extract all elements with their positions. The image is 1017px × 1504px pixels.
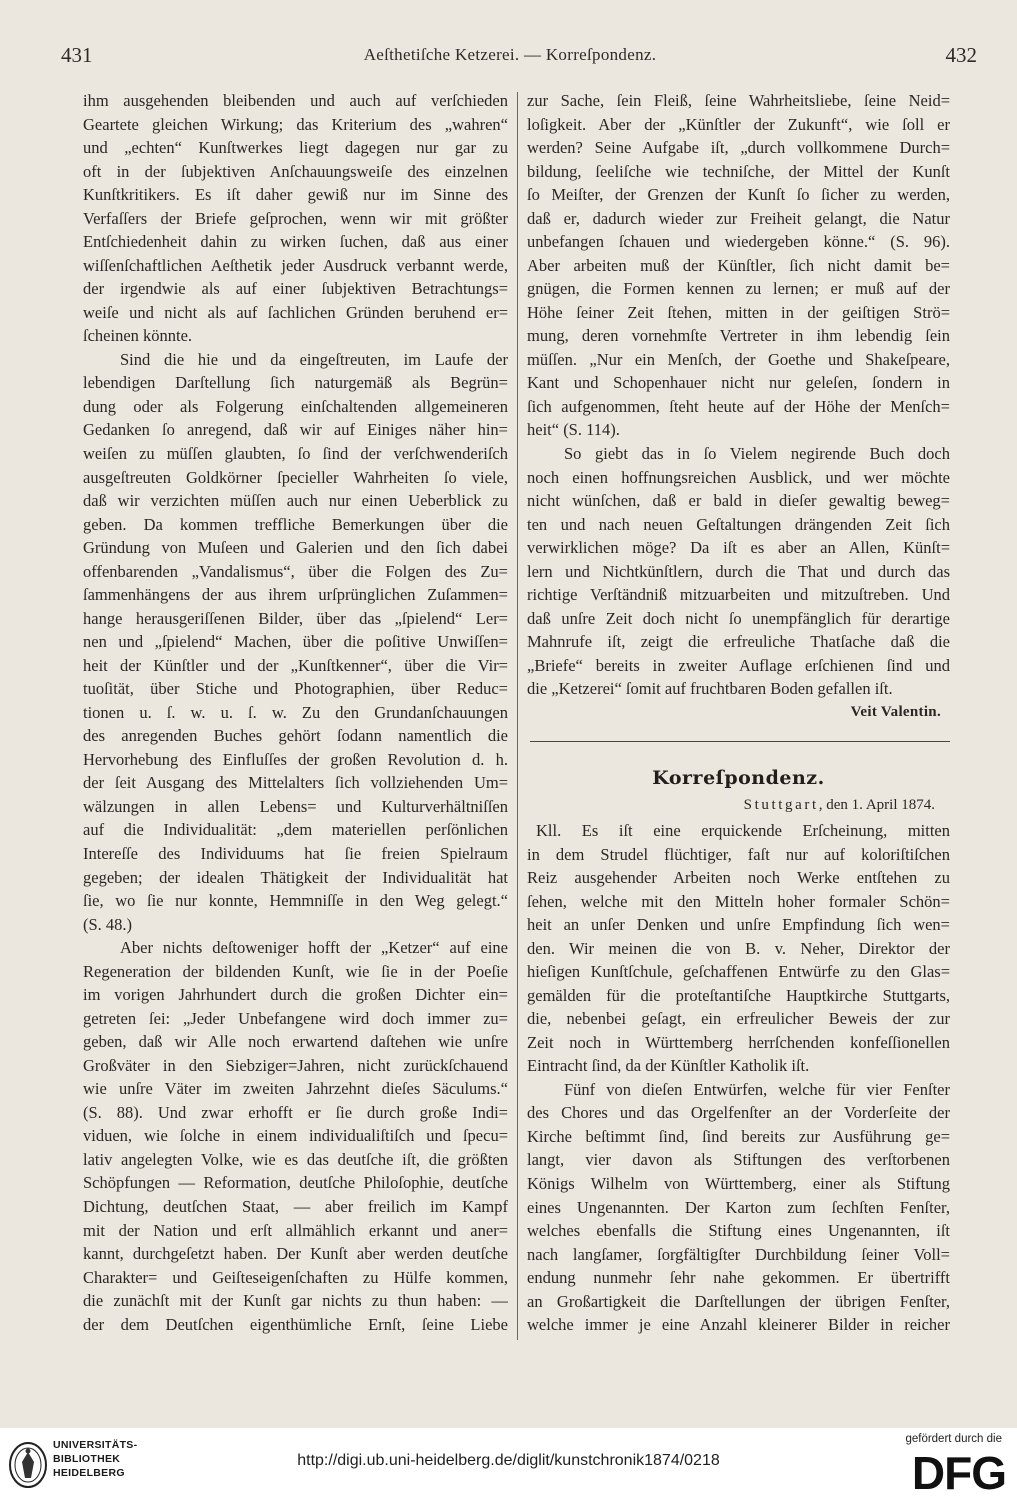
right-column-correspondence xyxy=(527,819,950,1337)
text-line: Reiz ausgehender Arbeiten noch Werke entſtehen zu xyxy=(527,868,950,888)
text-line: richtige Verſtändniß mitzuarbeiten und mitzuſtreben. Und xyxy=(527,585,950,605)
text-line: mit der Nation und erſt allmählich erkannt und aner= xyxy=(83,1220,508,1240)
text-line: heit“ (S. 114). xyxy=(527,420,620,440)
text-line: ſcheinen könnte. xyxy=(83,326,193,346)
text-line: welches ebenfalls die Stiftung eines Ungenannten, iſt xyxy=(527,1221,950,1241)
text-line: ſich aufgenommen, ſteht heute auf der Höhe der Menſch= xyxy=(527,396,950,416)
text-line: lativ angelegten Volke, wie es das deutſche iſt, die größten xyxy=(83,1149,508,1169)
text-line: weiſen zu müſſen glaubten, ſo ſind der verſchwenderiſch xyxy=(83,443,508,463)
text-line: offenbarenden „Vandalismus“, über die Folgen des Zu= xyxy=(83,561,508,581)
library-name-line: BIBLIOTHEK xyxy=(53,1453,121,1465)
text-line: mung, deren vornehmſte Vertreter in ihm lebendig ſein xyxy=(527,326,950,346)
text-line: getreten ſei: „Jeder Unbefangene wird doch immer zu= xyxy=(83,1008,508,1028)
text-line: den. Wir meinen die von B. v. Neher, Direktor der xyxy=(527,938,950,958)
text-line: werden? Seine Aufgabe iſt, „durch vollkommene Durch= xyxy=(527,138,950,158)
text-line: Aber nichts deſtoweniger hofft der „Ketzer“ auf eine xyxy=(120,938,508,958)
paragraph xyxy=(527,89,950,442)
text-line: die, nebenbei geſagt, ein erfreulicher Beweis der zur xyxy=(527,1009,950,1029)
text-line: endung nunmehr ſehr nahe gekommen. Er übertrifft xyxy=(527,1268,950,1288)
text-line: Entſchiedenheit dahin zu wirken ſuchen, daß aus einer xyxy=(83,232,508,252)
text-line: lebendigen Darſtellung ſich naturgemäß als Begrün= xyxy=(83,373,508,393)
text-line: Eintracht ſind, da der Künſtler Katholik iſt. xyxy=(527,1056,810,1076)
text-line: heit an unſer Denken und unſre Empfindung ſich wen= xyxy=(527,915,950,935)
text-line: die „Ketzerei“ ſomit auf fruchtbaren Boden gefallen iſt. xyxy=(527,679,893,699)
column-divider xyxy=(517,92,518,1340)
text-line: Geartete gleichen Wirkung; das Kriterium des „wahren“ xyxy=(83,114,508,134)
text-line: auf die Individualität: „dem materiellen perſönlichen xyxy=(83,820,508,840)
text-line: langt, vier davon als Stiftungen des verſtorbenen xyxy=(527,1150,950,1170)
text-line: der irgendwie als auf einer ſubjektiven Betrachtungs= xyxy=(83,279,508,299)
text-line: hieſigen Kunſtſchule, geſchaffenen Entwürfe zu den Glas= xyxy=(527,962,950,982)
text-line: ſammenhängens der aus ihrem urſprünglichen Zuſammen= xyxy=(83,585,508,605)
text-line: „Briefe“ bereits in zweiter Auflage erſchienen ſind und xyxy=(527,655,950,675)
text-line: Mahnrufe iſt, zeigt die erfreuliche Thatſache daß die xyxy=(527,632,950,652)
dateline-date: , den 1. April 1874. xyxy=(818,797,935,813)
text-line: unbefangen ſchauen und wiedergeben könne.“ (S. 96). xyxy=(527,232,950,252)
text-line: gegeben; der idealen Thätigkeit der Individualität hat xyxy=(83,867,508,887)
page-number-right: 432 xyxy=(945,43,977,67)
paragraph xyxy=(83,936,508,1336)
text-line: Kirche beſtimmt ſind, ſind bereits zur Ausführung ge= xyxy=(527,1126,950,1146)
paragraph xyxy=(527,819,950,1078)
text-line: Aber arbeiten muß der Künſtler, ſich nicht damit be= xyxy=(527,255,950,275)
funding-note: gefördert durch die xyxy=(905,1433,1002,1445)
text-line: Gründung von Muſeen und Galerien und den ſich dabei xyxy=(83,538,508,558)
text-line: nicht wünſchen, daß er bald in dieſer gewaltig beweg= xyxy=(527,491,950,511)
text-line: an Großartigkeit die Darſtellungen der übrigen Fenſter, xyxy=(527,1291,950,1311)
text-line: ſie, wo ſie nur konnte, Hemmniſſe in den Weg gelegt.“ xyxy=(83,891,508,911)
paragraph xyxy=(83,89,508,348)
text-line: Kant und Schopenhauer nicht nur geleſen, ſondern in xyxy=(527,373,950,393)
text-line: gnügen, die Formen kennen zu lernen; er muß auf der xyxy=(527,279,950,299)
text-line: noch einen hoffnungsreichen Ausblick, und wer möchte xyxy=(527,467,950,487)
text-line: tuoſität, über Stiche und Photographien, über Reduc= xyxy=(83,679,508,699)
text-line: im vorigen Jahrhundert durch die großen Dichter ein= xyxy=(83,985,508,1005)
paragraph xyxy=(83,348,508,936)
text-line: bildung, ſeeliſche wie techniſche, der Mittel der Kunſt xyxy=(527,161,950,181)
text-line: welche immer je eine Anzahl kleinerer Bilder in reicher xyxy=(527,1315,950,1335)
text-line: ausgeſtreuten Goldkörner ſpecieller Wahrheiten ſo viele, xyxy=(83,467,508,487)
text-line: Sind die hie und da eingeſtreuten, im Laufe der xyxy=(120,349,508,369)
paragraph xyxy=(527,442,950,701)
text-line: ſehen, welche mit den Mitteln hoher formaler Schön= xyxy=(527,891,950,911)
library-name-line: UNIVERSITÄTS- xyxy=(53,1439,138,1451)
text-line: der ſeit Ausgang des Mittelalters ſich vollziehenden Um= xyxy=(83,773,508,793)
text-line: So giebt das in ſo Vielem negirende Buch doch xyxy=(564,443,950,463)
text-line: heit der Künſtler und der „Kunſtkenner“, über die Vir= xyxy=(83,655,508,675)
text-line: Regeneration der bildenden Kunſt, wie ſie in der Poeſie xyxy=(83,961,508,981)
section-rule xyxy=(530,741,950,742)
running-head: Aeſthetiſche Ketzerei. — Korreſpondenz. xyxy=(363,45,657,64)
page-number-left: 431 xyxy=(61,43,93,67)
text-line: Charakter= und Geiſteseigenſchaften zu Hülfe kommen, xyxy=(83,1267,508,1287)
text-line: Verfaſſers der Briefe geſprochen, wenn wir mit größter xyxy=(83,208,508,228)
text-line: Hervorhebung des Einfluſſes der großen Revolution d. h. xyxy=(83,749,508,769)
text-line: (S. 88). Und zwar erhofft er ſie durch große Indi= xyxy=(83,1102,508,1122)
dateline-city: Stuttgart xyxy=(743,797,819,813)
text-line: Kll. Es iſt eine erquickende Erſcheinung, mitten xyxy=(536,821,950,840)
text-line: loſigkeit. Aber der „Künſtler der Zukunft“, wie ſoll er xyxy=(527,114,950,134)
library-name-line: HEIDELBERG xyxy=(53,1467,125,1479)
text-line: Fünf von dieſen Entwürfen, welche für vier Fenſter xyxy=(564,1079,950,1099)
text-line: hange herausgeriſſenen Bilder, über das „ſpielend“ Ler= xyxy=(83,608,508,628)
permalink-url: http://digi.ub.uni-heidelberg.de/diglit/kunstchronik1874/0218 xyxy=(297,1452,720,1469)
text-line: wie unſre Väter im zweiten Jahrzehnt dieſes Säculums.“ xyxy=(83,1079,508,1099)
text-line: der dem Deutſchen eigenthümliche Ernſt, ſeine Liebe xyxy=(83,1314,508,1334)
text-line: Intereſſe des Individuums hat ſie freien Spielraum xyxy=(83,844,508,863)
text-line: die zunächſt mit der Kunſt gar nichts zu thun haben: — xyxy=(83,1291,508,1311)
text-line: nen und „ſpielend“ Machen, über die poſitive Unwiſſen= xyxy=(83,632,508,652)
text-line: Großväter in den Siebziger=Jahren, nicht zurückſchauend xyxy=(83,1055,508,1075)
text-line: und „echten“ Kunſtwerkes liegt dagegen nur gar zu xyxy=(83,138,508,158)
text-line: tionen u. ſ. w. u. ſ. w. Zu den Grundanſchauungen xyxy=(83,702,508,722)
text-line: wälzungen in allen Lebens= und Kulturverhältniſſen xyxy=(83,796,508,816)
text-line: ihm ausgehenden bleibenden und auch auf verſchieden xyxy=(83,91,508,110)
text-line: geben, daß wir Alle noch erwartend daſtehen wie unſre xyxy=(83,1032,508,1052)
text-line: weiſe und nicht als auf ſachlichen Gründen beruhend er= xyxy=(83,302,508,322)
text-line: ten und nach neuen Geſtaltungen drängenden Zeit ſich xyxy=(527,514,950,534)
text-line: Königs Wilhelm von Württemberg, einer als Stiftung xyxy=(527,1173,950,1193)
left-column xyxy=(83,89,508,1336)
dfg-logo: DFG xyxy=(911,1447,1006,1499)
text-line: daß er, dadurch wieder zur Freiheit gelangt, die Natur xyxy=(527,208,950,228)
text-line: ſo Meiſter, der Grenzen der Kunſt ſo ſicher zu werden, xyxy=(527,185,950,205)
text-line: in dem Strudel flüchtiger, faſt nur auf koloriſtiſchen xyxy=(527,844,950,864)
text-line: lern und Nichtkünſtlern, durch die That und durch das xyxy=(527,561,950,581)
text-line: nach langſamer, ſorgfältigſter Durchbildung ſeiner Voll= xyxy=(527,1244,950,1264)
text-line: Schöpfungen — Reformation, deutſche Philoſophie, deutſche xyxy=(83,1173,508,1193)
section-heading: Korreſpondenz. xyxy=(652,767,825,789)
text-line: dung oder als Folgerung einſchaltenden allgemeineren xyxy=(83,396,508,416)
text-line: (S. 48.) xyxy=(83,914,133,934)
text-line: des Chores und das Orgelfenſter an der Vorderſeite der xyxy=(527,1103,950,1123)
text-line: Kunſtkritikers. Es iſt daher gewiß nur im Sinne des xyxy=(83,185,508,205)
text-line: Gedanken ſo anregend, daß wir auf Einiges näher hin= xyxy=(83,420,508,440)
text-line: daß wir verzichten müſſen auch nur einen Ueberblick zu xyxy=(83,491,508,511)
text-line: wiſſenſchaftlichen Aeſthetik jeder Ausdruck verbannt werde, xyxy=(83,255,508,275)
right-column-article-end xyxy=(527,89,950,724)
text-line: oft in der ſubjektiven Anſchauungsweiſe des einzelnen xyxy=(83,161,508,181)
text-line: Dichtung, deutſchen Staat, — aber freilich im Kampf xyxy=(83,1196,508,1216)
author-signature: Veit Valentin. xyxy=(850,703,941,720)
text-line: Höhe ſeiner Zeit ſtehen, mitten in der geiſtigen Strö= xyxy=(527,302,950,322)
text-line: viduen, wie ſolche in einem individualiſtiſch und ſpecu= xyxy=(83,1126,508,1146)
text-line: des anregenden Buches gehört ſodann namentlich die xyxy=(83,726,508,746)
text-line: zur Sache, ſein Fleiß, ſeine Wahrheitsliebe, ſeine Neid= xyxy=(527,91,950,110)
text-line: gemälden für die proteſtantiſche Hauptkirche Stuttgarts, xyxy=(527,985,950,1005)
text-line: daß unſre Zeit doch nicht ſo unempfänglich für derartige xyxy=(527,608,950,628)
text-line: müſſen. „Nur ein Menſch, der Goethe und Shakeſpeare, xyxy=(527,349,950,369)
dateline xyxy=(527,794,935,816)
text-line: verwirklichen möge? Da iſt es aber an Allen, Künſt= xyxy=(527,538,950,558)
paragraph xyxy=(527,1078,950,1337)
text-line: geben. Da kommen treffliche Bemerkungen über die xyxy=(83,514,508,534)
text-line: kannt, durchgeſetzt haben. Der Kunſt aber werden deutſche xyxy=(83,1244,508,1264)
text-line: eines Ungenannten. Der Karton zum ſechſten Fenſter, xyxy=(527,1197,950,1217)
text-line: Zeit noch in Württemberg herrſchenden konfeſſionellen xyxy=(527,1032,950,1052)
